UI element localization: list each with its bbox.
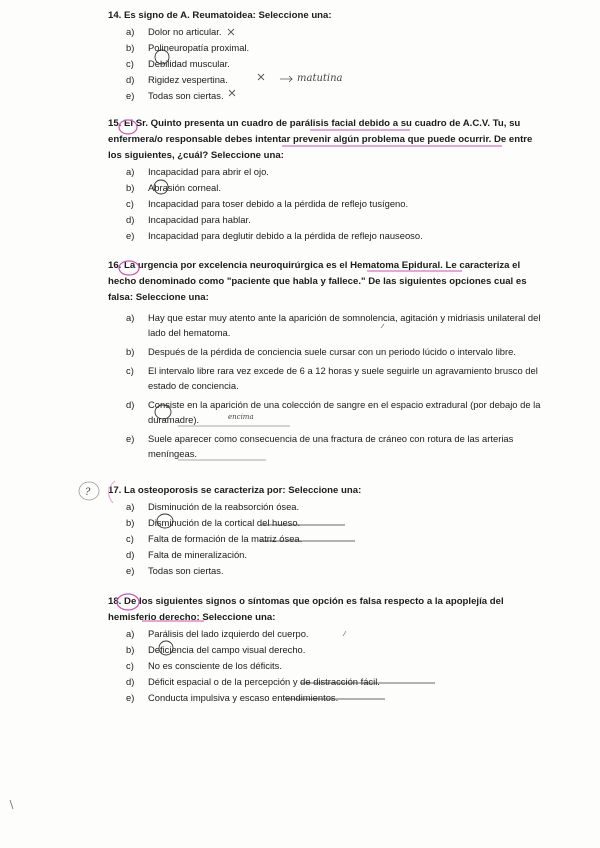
option-a[interactable]: [108, 626, 548, 642]
option-letter: c): [126, 660, 134, 671]
option-letter: e): [126, 692, 135, 703]
question-16: [108, 258, 548, 461]
option-text: Rigidez vespertina.: [148, 74, 228, 85]
option-text: Suele aparecer como consecuencia de una fractura de cráneo con rotura de las arterias meníngeas.: [148, 433, 514, 459]
option-b[interactable]: [108, 515, 548, 531]
option-a[interactable]: [108, 310, 548, 340]
option-letter: e): [126, 565, 135, 576]
question-17: [108, 483, 548, 579]
question-number: 14.: [108, 10, 122, 21]
option-e[interactable]: [108, 431, 548, 461]
option-a[interactable]: [108, 24, 548, 40]
question-number: 17.: [108, 485, 122, 496]
option-text: Abrasión corneal.: [148, 182, 221, 193]
option-text: Dolor no articular.: [148, 26, 222, 37]
margin-circle: [79, 482, 99, 500]
question-text: El Sr. Quinto presenta un cuadro de parálisis facial debido a su cuadro de A.C.V. Tu, su enfermera/o responsable debes intentar prevenir algún problema que puede ocurrir. De entre los siguientes, ¿cuál? Seleccione una:: [108, 118, 533, 161]
question-stem: [108, 258, 548, 306]
option-text: Consiste en la aparición de una colección de sangre en el espacio extradural (por debajo de la duramadre).: [148, 399, 541, 425]
option-text: No es consciente de los déficits.: [148, 660, 282, 671]
option-a[interactable]: [108, 164, 548, 180]
option-text: Hay que estar muy atento ante la aparición de somnolencia, agitación y midriasis unilateral del lado del hematoma.: [148, 312, 541, 338]
option-letter: a): [126, 501, 135, 512]
option-text: Incapacidad para hablar.: [148, 214, 251, 225]
option-e[interactable]: [108, 228, 548, 244]
option-letter: a): [126, 312, 135, 323]
option-text: Disminución de la reabsorción ósea.: [148, 501, 300, 512]
option-letter: d): [126, 676, 135, 687]
question-number: 15.: [108, 118, 122, 129]
option-text: Falta de formación de la matriz ósea.: [148, 533, 303, 544]
handwritten-note: encima: [228, 413, 254, 421]
option-text: Debilidad muscular.: [148, 58, 230, 69]
option-letter: c): [126, 198, 134, 209]
option-b[interactable]: [108, 180, 548, 196]
question-number: 16.: [108, 260, 122, 271]
option-e[interactable]: [108, 563, 548, 579]
option-b[interactable]: [108, 642, 548, 658]
option-text: Incapacidad para deglutir debido a la pérdida de reflejo nauseoso.: [148, 230, 423, 241]
question-text: La osteoporosis se caracteriza por: Seleccione una:: [124, 485, 362, 496]
option-letter: b): [126, 644, 135, 655]
question-text: La urgencia por excelencia neuroquirúrgica es el Hematoma Epidural. Le caracteriza el hecho denominado como "paciente que habla y fallece." De las siguientes opciones cual es falsa: Seleccione una:: [108, 260, 527, 303]
option-text: Falta de mineralización.: [148, 549, 248, 560]
option-d[interactable]: [108, 212, 548, 228]
option-letter: c): [126, 58, 134, 69]
option-letter: d): [126, 399, 135, 410]
option-e[interactable]: [108, 690, 548, 706]
option-letter: a): [126, 166, 135, 177]
option-c[interactable]: [108, 531, 548, 547]
option-b[interactable]: [108, 40, 548, 56]
option-text: Déficit espacial o de la percepción y de distracción fácil.: [148, 676, 380, 687]
option-e[interactable]: [108, 88, 548, 104]
option-letter: d): [126, 214, 135, 225]
option-letter: d): [126, 74, 135, 85]
option-text: Todas son ciertas.: [148, 565, 224, 576]
question-text: Es signo de A. Reumatoidea: Seleccione una:: [124, 10, 332, 21]
option-text: Parálisis del lado izquierdo del cuerpo.: [148, 628, 309, 639]
question-18: [108, 594, 548, 706]
option-text: Disminución de la cortical del hueso.: [148, 517, 301, 528]
option-text: Incapacidad para toser debido a la pérdida de reflejo tusígeno.: [148, 198, 409, 209]
option-letter: e): [126, 90, 135, 101]
margin-question-mark: ?: [85, 487, 91, 498]
option-d[interactable]: [108, 72, 548, 88]
option-c[interactable]: [108, 658, 548, 674]
option-letter: c): [126, 533, 134, 544]
question-number: 18.: [108, 596, 122, 607]
option-text: Conducta impulsiva y escaso entendimientos.: [148, 692, 339, 703]
question-stem: [108, 483, 548, 499]
option-d[interactable]: [108, 674, 548, 690]
option-letter: b): [126, 346, 135, 357]
option-letter: e): [126, 230, 135, 241]
scan-mark: [10, 800, 13, 809]
option-letter: a): [126, 26, 135, 37]
option-d[interactable]: [108, 547, 548, 563]
question-15: [108, 116, 548, 244]
option-text: Después de la pérdida de conciencia suele cursar con un periodo lúcido o intervalo libre.: [148, 346, 516, 357]
handwritten-note: matutina: [297, 73, 343, 84]
option-a[interactable]: [108, 499, 548, 515]
option-text: Incapacidad para abrir el ojo.: [148, 166, 269, 177]
option-letter: b): [126, 42, 135, 53]
option-letter: d): [126, 549, 135, 560]
option-text: Deficiencia del campo visual derecho.: [148, 644, 306, 655]
option-d[interactable]: [108, 397, 548, 427]
option-letter: b): [126, 182, 135, 193]
option-c[interactable]: [108, 363, 548, 393]
question-14: [108, 8, 548, 104]
option-letter: a): [126, 628, 135, 639]
question-text: De los siguientes signos o síntomas que opción es falsa respecto a la apoplejía del hemisferio derecho: Seleccione una:: [108, 596, 504, 623]
question-stem: [108, 8, 548, 24]
option-c[interactable]: [108, 196, 548, 212]
option-text: Polineuropatía proximal.: [148, 42, 250, 53]
question-stem: [108, 116, 548, 164]
option-letter: b): [126, 517, 135, 528]
option-text: Todas son ciertas.: [148, 90, 224, 101]
option-text: El intervalo libre rara vez excede de 6 a 12 horas y suele seguirle un agravamiento brusco del estado de conciencia.: [148, 365, 538, 391]
option-b[interactable]: [108, 344, 548, 359]
option-letter: c): [126, 365, 134, 376]
option-letter: e): [126, 433, 135, 444]
option-c[interactable]: [108, 56, 548, 72]
question-stem: [108, 594, 548, 626]
